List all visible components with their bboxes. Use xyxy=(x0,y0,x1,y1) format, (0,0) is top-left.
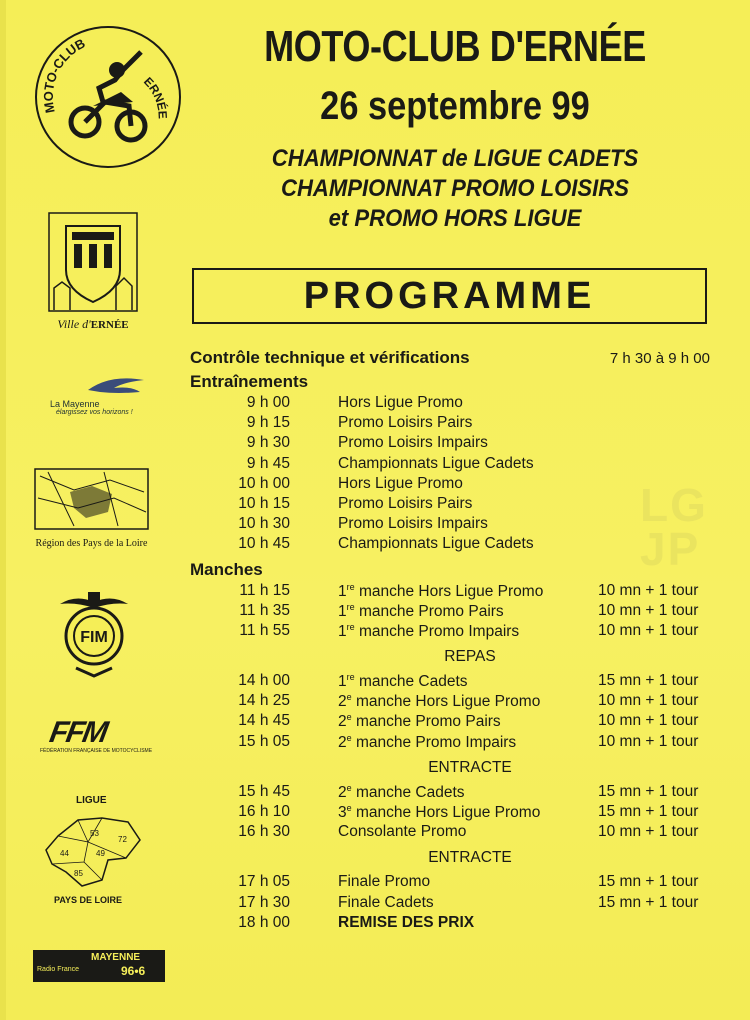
row-event-text: Championnats Ligue Cadets xyxy=(338,535,534,553)
watermark-jp: JP xyxy=(640,523,701,575)
row-event-text: Promo Loisirs Impairs xyxy=(338,434,488,452)
row-duration: 10 mn + 1 tour xyxy=(598,712,699,730)
row-event-text: manche Hors Ligue Promo xyxy=(351,693,541,711)
row-event-text: manche Cadets xyxy=(354,673,468,691)
row-event xyxy=(338,515,488,533)
row-event-text: manche Promo Impairs xyxy=(351,733,517,751)
ffm-text: FFM xyxy=(47,716,109,749)
schedule-row xyxy=(190,414,720,434)
row-ordinal: 2 xyxy=(338,693,347,711)
row-event xyxy=(338,434,488,452)
fim-emblem-icon xyxy=(58,590,130,680)
row-event-text: Championnats Ligue Cadets xyxy=(338,454,534,472)
programme-heading: PROGRAMME xyxy=(303,274,596,317)
row-time: 11 h 35 xyxy=(239,601,290,619)
row-ordinal-suffix: re xyxy=(346,601,355,612)
row-time: 9 h 00 xyxy=(246,394,290,411)
championship-line-3: et PROMO HORS LIGUE xyxy=(328,205,582,232)
row-event xyxy=(338,535,534,553)
ffm-logo xyxy=(40,716,153,754)
row-event xyxy=(338,475,463,493)
row-event xyxy=(338,873,430,891)
schedule-row xyxy=(190,873,720,893)
row-ordinal-suffix: e xyxy=(346,803,352,813)
schedule-row xyxy=(190,495,720,515)
svg-text:53 72 44 xyxy=(60,829,129,878)
row-time: 14 h 00 xyxy=(238,672,290,690)
row-event-text: Hors Ligue Promo xyxy=(338,474,463,492)
la-mayenne-logo xyxy=(40,372,150,416)
ville-label-prefix: Ville d' xyxy=(57,317,91,331)
row-event xyxy=(338,602,504,621)
row-duration: 15 mn + 1 tour xyxy=(598,803,699,820)
watermark-lg: LG xyxy=(640,479,708,531)
row-ordinal: 2 xyxy=(338,713,347,731)
schedule-row xyxy=(190,894,720,914)
row-duration: 10 mn + 1 tour xyxy=(598,581,699,599)
mayenne-slogan: élargissez vos horizons ! xyxy=(56,409,133,416)
mayenne-name: La Mayenne xyxy=(50,399,100,409)
region-pays-de-la-loire-logo xyxy=(34,468,149,549)
row-event-text: Finale Cadets xyxy=(338,893,434,911)
schedule-row xyxy=(190,823,720,843)
schedule-row xyxy=(190,914,720,934)
manches-heading: Manches xyxy=(190,559,263,579)
schedule-row xyxy=(190,475,720,495)
row-duration: 10 mn + 1 tour xyxy=(598,692,699,710)
schedule-row xyxy=(190,803,720,823)
ville-label-name: ERNÉE xyxy=(90,319,129,331)
row-ordinal-suffix: re xyxy=(346,581,355,592)
poster-title: MOTO-CLUB D'ERNÉE xyxy=(264,22,646,71)
event-date: 26 septembre 99 xyxy=(320,84,590,128)
schedule-row xyxy=(190,394,720,414)
schedule-row xyxy=(190,783,720,803)
ligue-number-53: 53 xyxy=(90,829,99,838)
ligue-map-icon xyxy=(38,806,148,890)
schedule-row xyxy=(190,515,720,535)
ville-label xyxy=(48,317,138,332)
break-repas: REPAS xyxy=(444,648,496,666)
moto-club-emblem-icon xyxy=(33,22,183,172)
region-label: Région des Pays de la Loire xyxy=(35,538,148,549)
row-time: 17 h 05 xyxy=(238,873,290,891)
entrainements-list xyxy=(190,394,720,556)
row-event-text: manche Hors Ligue Promo xyxy=(351,804,541,822)
row-time: 15 h 45 xyxy=(238,782,290,800)
schedule-row xyxy=(190,582,720,602)
row-ordinal: 1 xyxy=(338,673,347,691)
row-event xyxy=(338,414,472,432)
row-time: 11 h 55 xyxy=(239,621,290,639)
schedule-row xyxy=(190,535,720,555)
schedule-row xyxy=(190,622,720,642)
row-event-text: Finale Promo xyxy=(338,873,431,891)
row-event xyxy=(338,894,434,912)
row-time: 10 h 15 xyxy=(238,494,290,512)
row-time: 14 h 25 xyxy=(238,692,290,710)
controle-row xyxy=(190,348,720,372)
manches-block-3 xyxy=(190,783,720,844)
row-ordinal: 3 xyxy=(338,804,347,822)
ligue-number-49: 49 xyxy=(96,849,105,858)
row-event-text: manche Promo Impairs xyxy=(354,623,520,641)
row-event xyxy=(338,582,543,601)
controle-label: Contrôle technique et vérifications xyxy=(190,348,470,367)
row-event-text: manche Promo Pairs xyxy=(354,602,504,620)
row-ordinal-suffix: e xyxy=(346,692,352,703)
row-event xyxy=(338,914,474,932)
ffm-caption: FÉDÉRATION FRANÇAISE DE MOTOCYCLISME xyxy=(40,748,153,754)
row-time: 14 h 45 xyxy=(238,712,290,730)
row-time: 15 h 05 xyxy=(238,732,290,750)
row-time: 9 h 15 xyxy=(246,414,290,432)
schedule-row xyxy=(190,733,720,753)
row-ordinal-suffix: e xyxy=(346,712,352,723)
row-duration: 15 mn + 1 tour xyxy=(598,893,699,911)
ligue-number-85: 85 xyxy=(74,869,83,878)
row-event xyxy=(338,495,472,513)
entrainements-heading: Entraînements xyxy=(190,372,309,391)
row-time: 10 h 00 xyxy=(238,474,290,492)
row-time: 16 h 10 xyxy=(238,803,290,820)
radio-name: MAYENNE xyxy=(91,952,141,963)
row-ordinal-suffix: e xyxy=(346,732,352,743)
row-time: 10 h 30 xyxy=(238,515,290,533)
row-event xyxy=(338,823,466,841)
radio-france-mayenne-logo xyxy=(33,950,165,982)
row-ordinal-suffix: re xyxy=(346,621,355,632)
row-ordinal: 1 xyxy=(338,623,347,641)
paper-edge xyxy=(0,0,6,1020)
row-event-text: manche Promo Pairs xyxy=(351,713,501,731)
row-event-text: Promo Loisirs Impairs xyxy=(338,515,488,533)
championship-line-2: CHAMPIONNAT PROMO LOISIRS xyxy=(281,175,629,202)
fim-text: FIM xyxy=(80,629,108,646)
row-ordinal-suffix: re xyxy=(346,672,355,683)
row-ordinal: 2 xyxy=(338,733,347,751)
row-duration: 15 mn + 1 tour xyxy=(598,672,699,690)
fim-logo xyxy=(58,590,130,685)
row-duration: 10 mn + 1 tour xyxy=(598,621,699,639)
row-event-text: REMISE DES PRIX xyxy=(338,913,475,931)
row-event xyxy=(338,733,516,752)
row-event-text: Promo Loisirs Pairs xyxy=(338,494,473,512)
row-ordinal: 1 xyxy=(338,602,347,620)
row-time: 18 h 00 xyxy=(238,913,290,931)
schedule xyxy=(190,348,720,934)
programme-box xyxy=(192,268,707,324)
row-event xyxy=(338,394,463,412)
row-event xyxy=(338,712,501,731)
row-time: 9 h 45 xyxy=(246,454,290,472)
row-time: 17 h 30 xyxy=(238,893,290,911)
radio-frequency: 96•6 xyxy=(121,964,146,978)
schedule-row xyxy=(190,434,720,454)
manches-block-1 xyxy=(190,582,720,643)
manches-block-2 xyxy=(190,672,720,753)
row-duration: 10 mn + 1 tour xyxy=(598,601,699,619)
row-duration: 15 mn + 1 tour xyxy=(598,782,699,800)
row-event-text: Promo Loisirs Pairs xyxy=(338,414,473,432)
schedule-row xyxy=(190,602,720,622)
row-event xyxy=(338,622,519,641)
logo-text-moto-club: MOTO-CLUB xyxy=(40,35,88,115)
break-entracte-1: ENTRACTE xyxy=(428,758,512,776)
region-map-icon xyxy=(34,468,149,530)
row-duration: 10 mn + 1 tour xyxy=(598,823,699,841)
moto-club-logo xyxy=(33,22,183,172)
row-event-text: Hors Ligue Promo xyxy=(338,394,463,411)
svg-text:ERNÉE xyxy=(141,74,170,119)
schedule-row xyxy=(190,692,720,712)
row-event-text: manche Cadets xyxy=(351,783,465,801)
logo-text-ernee: ERNÉE xyxy=(140,74,170,120)
break-entracte-2: ENTRACTE xyxy=(428,849,512,867)
row-time: 10 h 45 xyxy=(238,535,290,553)
row-event xyxy=(338,672,468,691)
bird-icon xyxy=(40,372,150,398)
manches-block-4 xyxy=(190,873,720,934)
row-time: 11 h 15 xyxy=(239,581,290,599)
row-event xyxy=(338,692,540,711)
ligue-bottom-label: PAYS DE LOIRE xyxy=(54,895,123,905)
schedule-row xyxy=(190,712,720,732)
row-event-text: Consolante Promo xyxy=(338,823,467,841)
radio-brand: Radio France xyxy=(37,966,80,973)
svg-text:MOTO-CLUB xyxy=(41,36,88,115)
city-crest-icon xyxy=(48,212,138,312)
row-ordinal-suffix: e xyxy=(346,782,352,793)
schedule-row xyxy=(190,455,720,475)
championship-line-1: CHAMPIONNAT de LIGUE CADETS xyxy=(271,145,639,172)
ligue-pays-de-loire-logo xyxy=(38,795,148,905)
row-ordinal: 1 xyxy=(338,582,347,600)
row-event xyxy=(338,455,534,473)
row-duration: 15 mn + 1 tour xyxy=(598,873,699,891)
row-event xyxy=(338,783,465,802)
ligue-number-44: 44 xyxy=(60,849,69,858)
controle-time: 7 h 30 à 9 h 00 xyxy=(609,350,710,367)
row-event xyxy=(338,803,540,822)
row-time: 16 h 30 xyxy=(238,823,290,841)
schedule-row xyxy=(190,672,720,692)
row-ordinal: 2 xyxy=(338,783,347,801)
row-time: 9 h 30 xyxy=(246,434,290,452)
ligue-number-72: 72 xyxy=(118,835,127,844)
ligue-top-label: LIGUE xyxy=(76,795,107,806)
ville-ernee-logo xyxy=(48,212,138,332)
row-event-text: manche Hors Ligue Promo xyxy=(354,582,544,600)
row-duration: 10 mn + 1 tour xyxy=(598,732,699,750)
